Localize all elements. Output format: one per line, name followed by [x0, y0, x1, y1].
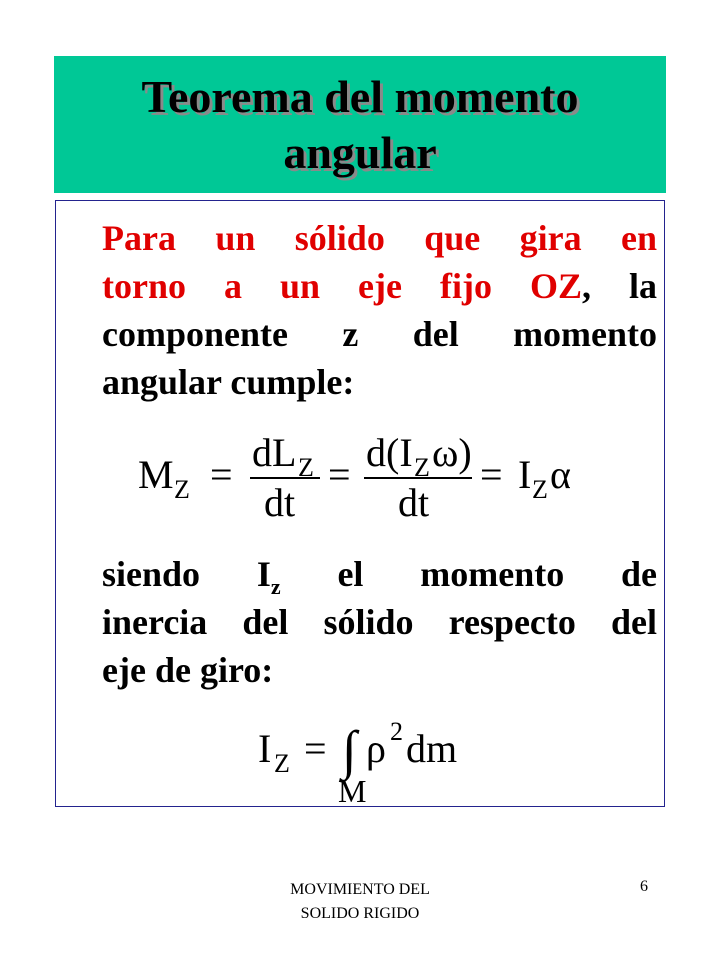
word: de	[621, 554, 658, 594]
eq-frac2-num-b: ω)	[432, 430, 472, 475]
eq2-power: 2	[390, 717, 403, 746]
eq-rhs-alpha: α	[550, 452, 571, 497]
eq-equals-3: =	[480, 452, 503, 497]
eq-rhs: I	[518, 452, 532, 497]
eq-equals-1: =	[210, 452, 233, 497]
title-line-1: Teorema del momento	[141, 70, 579, 122]
paragraph-2-line-1	[102, 550, 657, 598]
eq-frac2-num-sub: Z	[414, 453, 430, 482]
paragraph-1-line-1	[102, 214, 657, 262]
word: del	[412, 314, 459, 354]
word: componente	[102, 314, 288, 354]
paragraph-1-line-3	[102, 310, 657, 358]
paragraph-2	[102, 550, 657, 694]
eq-lhs-sub: Z	[174, 475, 190, 504]
footer-title	[260, 878, 460, 926]
text: , la	[581, 266, 657, 306]
eq-frac2-den: dt	[398, 480, 430, 525]
paragraph-2-line-3: eje de giro:	[102, 650, 274, 690]
footer-title-line-1: MOVIMIENTO DEL	[290, 881, 430, 898]
word: respecto	[448, 602, 576, 642]
word: momento	[513, 314, 658, 354]
word: z	[342, 314, 359, 354]
eq-rhs-sub: Z	[532, 475, 548, 504]
word: Para	[102, 218, 176, 258]
word: un	[215, 218, 256, 258]
eq-equals-2: =	[328, 452, 351, 497]
footer-title-line-2: SOLIDO RIGIDO	[300, 905, 420, 922]
title-banner	[54, 56, 666, 193]
inertia-subscript: z	[270, 574, 281, 600]
word: sólido	[323, 602, 414, 642]
word: del	[610, 602, 657, 642]
word: sólido	[294, 218, 385, 258]
word: siendo	[102, 554, 201, 594]
eq-lhs: M	[138, 452, 174, 497]
word: que	[424, 218, 481, 258]
eq-frac1-den: dt	[264, 480, 296, 525]
eq-frac2-num-a: d(I	[366, 430, 413, 475]
moment-of-inertia-equation	[250, 712, 490, 808]
paragraph-1-line-4: angular cumple:	[102, 362, 355, 402]
word: momento	[420, 554, 565, 594]
inertia-letter: I	[256, 554, 271, 594]
eq2-equals: =	[304, 726, 327, 771]
highlight-text: torno a un eje fijo OZ	[102, 266, 582, 306]
angular-momentum-equation	[130, 420, 590, 530]
word: gira	[519, 218, 582, 258]
eq2-integral: ∫	[342, 720, 357, 780]
title-line-2: angular	[283, 126, 437, 178]
eq-frac1-num: dL	[252, 430, 297, 475]
eq2-dm: dm	[406, 726, 458, 771]
eq2-limit: M	[338, 773, 367, 808]
eq2-rho: ρ	[366, 726, 386, 771]
paragraph-1	[102, 214, 657, 406]
word: del	[242, 602, 289, 642]
inertia-symbol	[256, 554, 281, 600]
paragraph-1-line-2	[102, 262, 657, 310]
paragraph-2-line-2	[102, 598, 657, 646]
eq2-lhs: I	[258, 726, 272, 771]
page-number: 6	[640, 878, 648, 895]
word: inercia	[102, 602, 208, 642]
eq2-lhs-sub: Z	[274, 749, 290, 778]
word: en	[621, 218, 658, 258]
eq-frac1-num-sub: Z	[298, 453, 314, 482]
word: el	[337, 554, 364, 594]
